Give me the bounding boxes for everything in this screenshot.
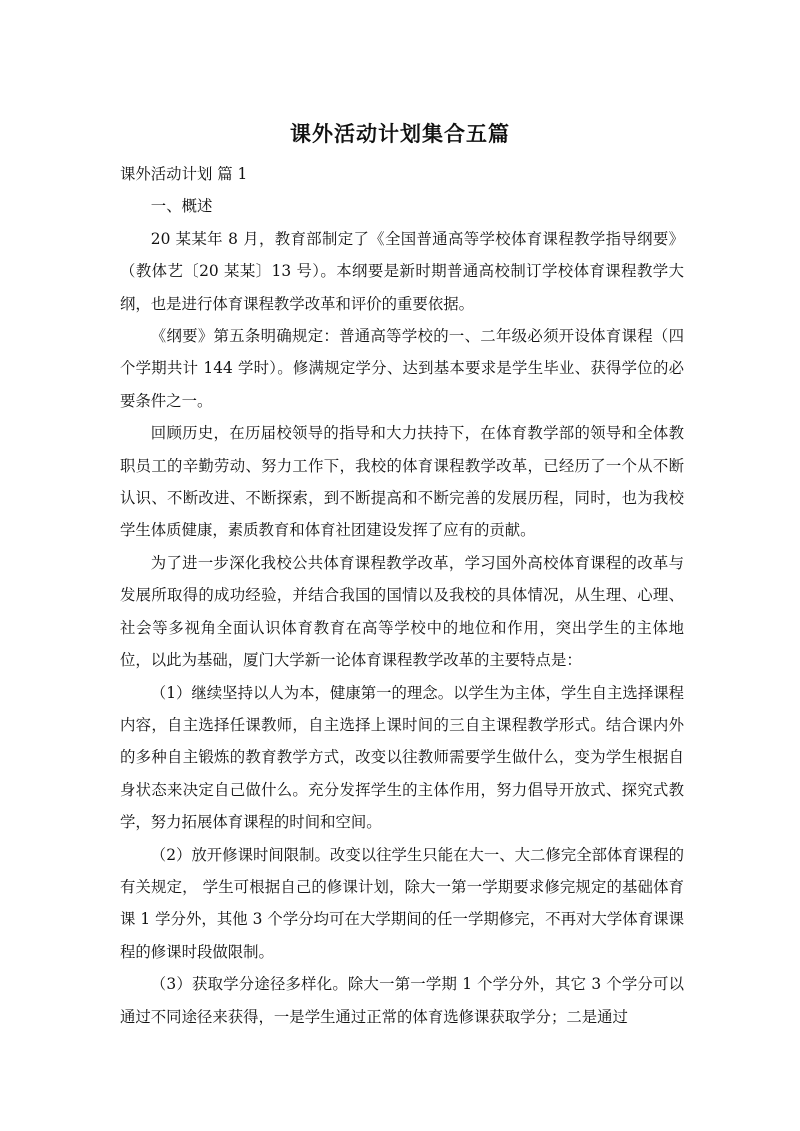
paragraph-3: 回顾历史，在历届校领导的指导和大力扶持下，在体育教学部的领导和全体教职员工的辛勤劳动、努力工作下，我校的体育课程教学改革，已经历了一个从不断认识、不断改进、不断探索，到不断提高和不断完善的发展历程，同时，也为我校学生体质健康，素质教育和体育社团建设发挥了应有的贡献。 <box>120 424 684 540</box>
document-body <box>120 158 684 1033</box>
paragraph-5: （1）继续坚持以人为本，健康第一的理念。以学生为主体，学生自主选择课程内容，自主选择任课教师，自主选择上课时间的三自主课程教学形式。结合课内外的多种自主锻炼的教育教学方式，改变以往教师需要学生做什么，变为学生根据自身状态来决定自己做什么。充分发挥学生的主体作用，努力倡导开放式、探究式教学，努力拓展体育课程的时间和空间。 <box>120 683 684 832</box>
paragraph-4: 为了进一步深化我校公共体育课程教学改革，学习国外高校体育课程的改革与发展所取得的成功经验，并结合我国的国情以及我校的具体情况，从生理、心理、社会等多视角全面认识体育教育在高等学校中的地位和作用，突出学生的主体地位，以此为基础，厦门大学新一论体育课程教学改革的主要特点是： <box>120 553 684 670</box>
paragraph-1: 20 某某年 8 月，教育部制定了《全国普通高等学校体育课程教学指导纲要》（教体艺〔20 某某〕13 号）。本纲要是新时期普通高校制订学校体育课程教学大纲，也是进行体育课程教学改革和评价的重要依据。 <box>120 229 684 313</box>
paragraph-7: （3）获取学分途径多样化。除大一第一学期 1 个学分外，其它 3 个学分可以通过不同途径来获得，一是学生通过正常的体育选修课获取学分；二是通过 <box>120 975 684 1026</box>
paragraph-6: （2）放开修课时间限制。改变以往学生只能在大一、大二修完全部体育课程的有关规定， 学生可根据自己的修课计划，除大一第一学期要求修完规定的基础体育课 1 学分外，其他 3 个学分均可在大学期间的任一学期修完，不再对大学体育课课程的修课时段做限制。 <box>120 845 684 961</box>
paragraph-overview-heading: 一、概述 <box>150 197 213 216</box>
paragraph-2: 《纲要》第五条明确规定：普通高等学校的一、二年级必须开设体育课程（四个学期共计 144 学时）。修满规定学分、达到基本要求是学生毕业、获得学位的必要条件之一。 <box>120 327 684 410</box>
section-heading: 课外活动计划 篇 1 <box>120 165 248 183</box>
document-title: 课外活动计划集合五篇 <box>290 122 510 146</box>
